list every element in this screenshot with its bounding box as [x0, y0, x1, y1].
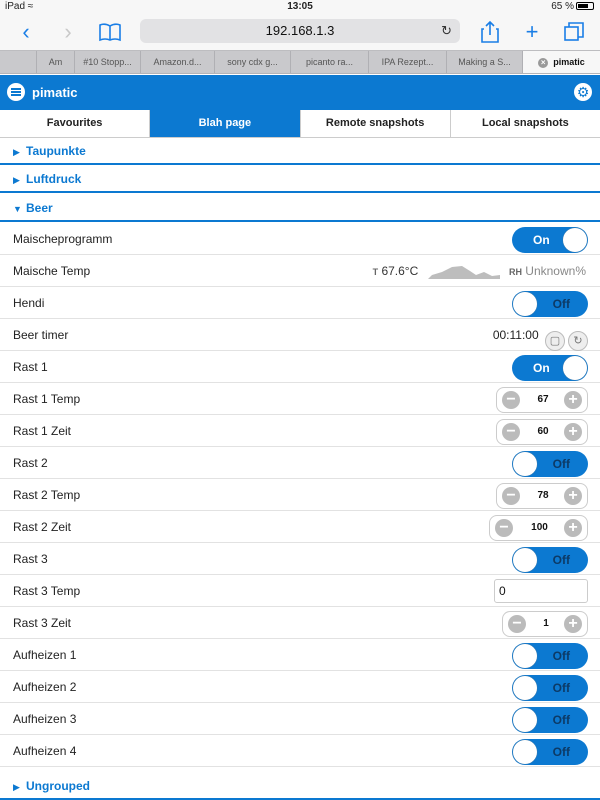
- stepper-value[interactable]: 78: [537, 490, 549, 501]
- device-name: Rast 1 Temp: [13, 392, 81, 406]
- browser-tab-strip: [0, 50, 600, 74]
- rast3-temp-input[interactable]: 0: [494, 579, 588, 603]
- status-bar: [0, 0, 600, 14]
- url-bar[interactable]: [140, 19, 460, 43]
- device-row-rast1-zeit: [0, 415, 600, 447]
- forward-icon[interactable]: ›: [64, 19, 72, 44]
- device-row-rast3-zeit: [0, 607, 600, 639]
- group-ungrouped[interactable]: ▶ Ungrouped: [0, 773, 600, 800]
- browser-tab-active[interactable]: [522, 51, 600, 73]
- plus-icon[interactable]: +: [564, 423, 582, 441]
- menu-icon[interactable]: [7, 83, 25, 101]
- device-row-aufheizen1: [0, 639, 600, 671]
- plus-icon[interactable]: +: [564, 519, 582, 537]
- minus-icon[interactable]: −: [502, 423, 520, 441]
- browser-tab[interactable]: sony cdx g...: [214, 51, 290, 73]
- device-name: Rast 3 Zeit: [13, 616, 72, 630]
- temperature-sensor: T 67.6°C RH Unknown%: [372, 264, 586, 278]
- device-row-rast1: [0, 351, 600, 383]
- stepper-value[interactable]: 60: [537, 426, 549, 437]
- reload-icon[interactable]: ↻: [441, 23, 452, 38]
- aufheizen2-switch[interactable]: Off: [512, 675, 588, 701]
- new-tab-icon[interactable]: +: [525, 19, 539, 44]
- device-row-aufheizen3: [0, 703, 600, 735]
- rast2-temp-stepper: [496, 483, 588, 509]
- rast3-switch[interactable]: Off: [512, 547, 588, 573]
- clock: 13:05: [287, 1, 313, 12]
- device-name: Rast 2 Zeit: [13, 520, 72, 534]
- rast2-zeit-stepper: [489, 515, 588, 541]
- device-label: iPad ≈: [5, 1, 34, 12]
- device-row-rast1-temp: [0, 383, 600, 415]
- device-row-hendi: [0, 287, 600, 319]
- bookmarks-icon[interactable]: [96, 18, 124, 46]
- device-name: Maische Temp: [13, 264, 91, 278]
- expand-icon: ▶: [13, 782, 20, 792]
- browser-toolbar: [0, 14, 600, 50]
- wifi-icon: ≈: [27, 1, 34, 12]
- aufheizen3-switch[interactable]: Off: [512, 707, 588, 733]
- minus-icon[interactable]: −: [495, 519, 513, 537]
- aufheizen4-switch[interactable]: Off: [512, 739, 588, 765]
- app-title: pimatic: [32, 85, 78, 100]
- device-name: Hendi: [13, 296, 45, 310]
- expand-icon: ▶: [13, 175, 20, 185]
- temperature-sparkline: [428, 263, 500, 279]
- device-row-rast2: [0, 447, 600, 479]
- device-name: Aufheizen 3: [13, 712, 77, 726]
- device-name: Rast 2: [13, 456, 48, 470]
- url-text: 192.168.1.3: [265, 23, 335, 38]
- device-name: Maischeprogramm: [13, 232, 113, 246]
- stepper-value[interactable]: 100: [531, 522, 548, 533]
- group-luftdruck[interactable]: ▶ Luftdruck: [0, 166, 600, 193]
- tab-local-snapshots[interactable]: Local snapshots: [451, 110, 600, 137]
- battery-status: 65 %: [551, 1, 594, 12]
- maischeprogramm-switch[interactable]: On: [512, 227, 588, 253]
- rast3-zeit-stepper: [502, 611, 588, 637]
- expand-icon: ▶: [13, 147, 20, 157]
- browser-tab-label: pimatic: [553, 57, 585, 67]
- restart-icon[interactable]: ↻: [568, 331, 588, 351]
- device-row-rast2-zeit: [0, 511, 600, 543]
- page-tabs: [0, 110, 600, 138]
- aufheizen1-switch[interactable]: Off: [512, 643, 588, 669]
- minus-icon[interactable]: −: [502, 391, 520, 409]
- device-name: Aufheizen 1: [13, 648, 77, 662]
- browser-tab[interactable]: Amazon.d...: [140, 51, 214, 73]
- close-tab-icon[interactable]: ×: [538, 58, 548, 68]
- rast1-switch[interactable]: On: [512, 355, 588, 381]
- device-row-rast2-temp: [0, 479, 600, 511]
- tab-blah-page[interactable]: Blah page: [150, 110, 300, 137]
- browser-tab[interactable]: IPA Rezept...: [368, 51, 446, 73]
- browser-tab[interactable]: picanto ra...: [290, 51, 368, 73]
- device-row-rast3: [0, 543, 600, 575]
- minus-icon[interactable]: −: [508, 615, 526, 633]
- humidity-value: Unknown: [525, 264, 576, 278]
- timer-control: [493, 319, 588, 351]
- minus-icon[interactable]: −: [502, 487, 520, 505]
- device-name: Rast 3 Temp: [13, 584, 81, 598]
- rast2-switch[interactable]: Off: [512, 451, 588, 477]
- stop-icon[interactable]: ▢: [545, 331, 565, 351]
- device-name: Rast 1: [13, 360, 48, 374]
- rast1-zeit-stepper: [496, 419, 588, 445]
- browser-tab[interactable]: #10 Stopp...: [74, 51, 140, 73]
- temperature-value: 67.6: [381, 264, 405, 278]
- device-row-beer-timer: [0, 319, 600, 351]
- collapse-icon: ▼: [13, 204, 22, 214]
- device-name: Rast 2 Temp: [13, 488, 81, 502]
- gear-icon[interactable]: ⚙: [574, 83, 592, 101]
- hendi-switch[interactable]: Off: [512, 291, 588, 317]
- device-name: Beer timer: [13, 328, 69, 342]
- tab-favourites[interactable]: Favourites: [0, 110, 150, 137]
- device-row-aufheizen4: [0, 735, 600, 767]
- device-row-rast3-temp: [0, 575, 600, 607]
- rast1-temp-stepper: [496, 387, 588, 413]
- timer-value: 00:11:00: [492, 328, 539, 342]
- device-row-aufheizen2: [0, 671, 600, 703]
- device-name: Rast 3: [13, 552, 48, 566]
- tabs-overview-icon[interactable]: [560, 18, 588, 46]
- plus-icon[interactable]: +: [564, 487, 582, 505]
- device-name: Aufheizen 2: [13, 680, 77, 694]
- device-name: Rast 1 Zeit: [13, 424, 72, 438]
- browser-tab[interactable]: Am: [36, 51, 74, 73]
- group-taupunkte[interactable]: ▶ Taupunkte: [0, 138, 600, 165]
- stepper-value[interactable]: 67: [537, 394, 549, 405]
- app-header: [0, 75, 600, 110]
- tab-remote-snapshots[interactable]: Remote snapshots: [301, 110, 451, 137]
- plus-icon[interactable]: +: [564, 615, 582, 633]
- device-row-maische-temp: [0, 255, 600, 287]
- device-row-maischeprogramm: [0, 223, 600, 255]
- device-name: Aufheizen 4: [13, 744, 77, 758]
- browser-tab[interactable]: Making a S...: [446, 51, 522, 73]
- battery-icon: [576, 2, 594, 10]
- plus-icon[interactable]: +: [564, 391, 582, 409]
- back-icon[interactable]: ‹: [22, 19, 30, 44]
- stepper-value[interactable]: 1: [543, 618, 549, 629]
- share-icon[interactable]: [476, 18, 504, 46]
- group-beer[interactable]: ▼ Beer: [0, 195, 600, 222]
- device-list: [0, 223, 600, 767]
